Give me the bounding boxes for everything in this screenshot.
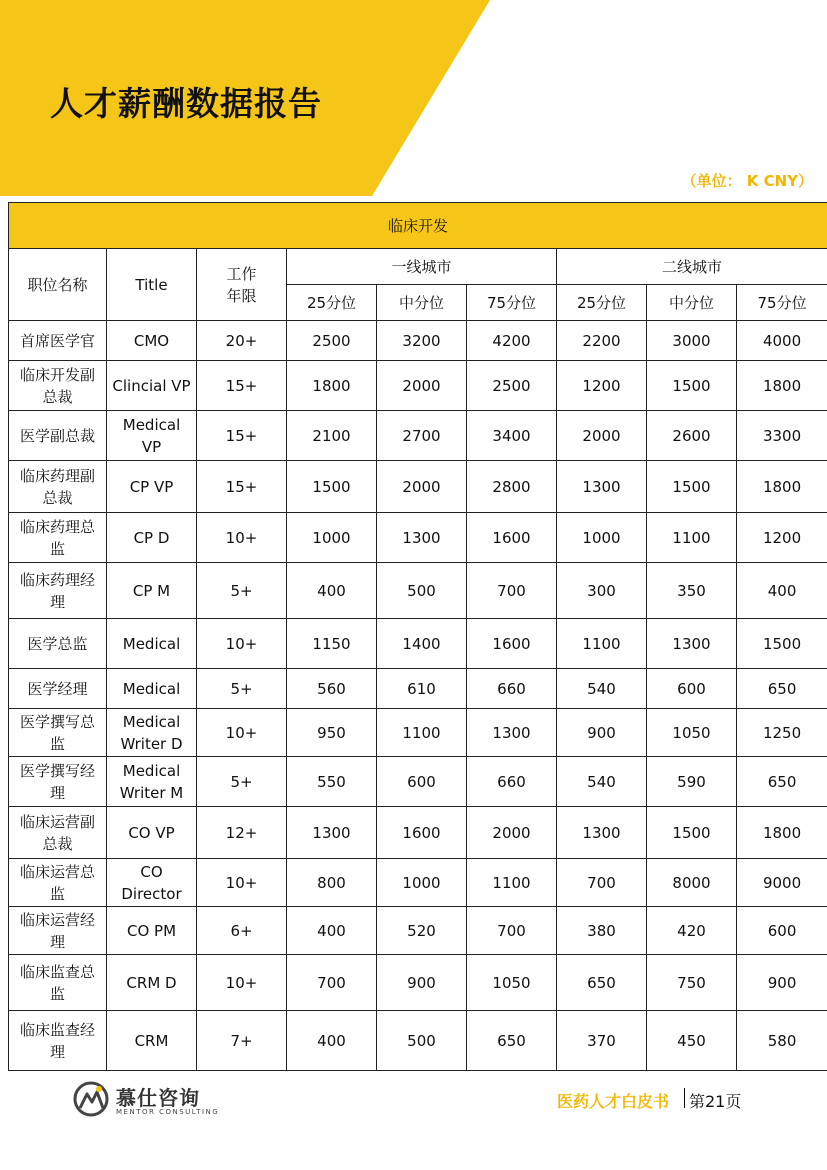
cell-years: 20+ [197, 321, 287, 361]
table-row [9, 411, 827, 461]
cell-tier1-p75: 700 [467, 563, 557, 619]
logo-chinese-name: 慕仕咨询 [116, 1086, 200, 1110]
cell-tier1-p50: 2000 [377, 361, 467, 411]
cell-tier2-p50: 1500 [647, 807, 737, 859]
table-body [9, 321, 827, 1071]
cell-tier2-p75: 1250 [737, 709, 827, 757]
cell-tier1-p75: 2000 [467, 807, 557, 859]
cell-position: 医学副总裁 [9, 411, 107, 461]
col-header-tier2: 二线城市 [557, 249, 827, 285]
cell-tier2-p75: 900 [737, 955, 827, 1011]
cell-tier1-p50: 1400 [377, 619, 467, 669]
col-header-tier1: 一线城市 [287, 249, 557, 285]
cell-tier1-p25: 2500 [287, 321, 377, 361]
cell-tier1-p50: 900 [377, 955, 467, 1011]
cell-tier2-p75: 580 [737, 1011, 827, 1071]
cell-tier2-p25: 540 [557, 669, 647, 709]
logo-english-name: MENTOR CONSULTING [116, 1108, 220, 1116]
cell-tier2-p25: 300 [557, 563, 647, 619]
cell-tier1-p25: 1300 [287, 807, 377, 859]
cell-tier1-p25: 560 [287, 669, 377, 709]
cell-tier2-p75: 600 [737, 907, 827, 955]
cell-tier1-p75: 1100 [467, 859, 557, 907]
cell-tier2-p50: 450 [647, 1011, 737, 1071]
cell-years: 7+ [197, 1011, 287, 1071]
cell-tier1-p75: 660 [467, 757, 557, 807]
cell-tier1-p75: 700 [467, 907, 557, 955]
table-row [9, 709, 827, 757]
cell-tier1-p75: 2800 [467, 461, 557, 513]
section-title: 临床开发 [9, 203, 827, 249]
cell-tier1-p50: 500 [377, 1011, 467, 1071]
cell-tier2-p50: 590 [647, 757, 737, 807]
cell-tier2-p50: 600 [647, 669, 737, 709]
cell-tier2-p25: 900 [557, 709, 647, 757]
cell-years: 15+ [197, 461, 287, 513]
cell-years: 10+ [197, 619, 287, 669]
salary-table [8, 202, 827, 1071]
cell-position: 临床药理副总裁 [9, 461, 107, 513]
cell-tier1-p50: 1600 [377, 807, 467, 859]
cell-tier2-p75: 9000 [737, 859, 827, 907]
cell-title: Clincial VP [107, 361, 197, 411]
col-header-tier1-p50: 中分位 [377, 285, 467, 321]
cell-position: 临床运营经理 [9, 907, 107, 955]
cell-tier2-p75: 3300 [737, 411, 827, 461]
cell-tier1-p50: 500 [377, 563, 467, 619]
cell-tier2-p25: 1100 [557, 619, 647, 669]
footer-separator [684, 1088, 685, 1108]
cell-tier2-p50: 1100 [647, 513, 737, 563]
col-header-tier2-p75: 75分位 [737, 285, 827, 321]
cell-tier1-p25: 1800 [287, 361, 377, 411]
col-header-tier2-p50: 中分位 [647, 285, 737, 321]
cell-tier1-p50: 520 [377, 907, 467, 955]
cell-tier1-p25: 400 [287, 1011, 377, 1071]
table-row [9, 321, 827, 361]
page-title: 人才薪酬数据报告 [50, 84, 322, 123]
cell-tier2-p75: 1200 [737, 513, 827, 563]
cell-tier2-p50: 1500 [647, 361, 737, 411]
cell-tier2-p50: 3000 [647, 321, 737, 361]
table-row [9, 619, 827, 669]
table-row [9, 361, 827, 411]
cell-tier1-p50: 2700 [377, 411, 467, 461]
cell-tier1-p75: 1600 [467, 619, 557, 669]
col-header-tier2-p25: 25分位 [557, 285, 647, 321]
cell-tier2-p50: 2600 [647, 411, 737, 461]
table-row [9, 955, 827, 1011]
cell-years: 12+ [197, 807, 287, 859]
cell-tier2-p75: 650 [737, 669, 827, 709]
table-row [9, 1011, 827, 1071]
cell-tier2-p50: 1500 [647, 461, 737, 513]
cell-years: 15+ [197, 411, 287, 461]
cell-tier2-p50: 750 [647, 955, 737, 1011]
cell-years: 10+ [197, 709, 287, 757]
cell-tier2-p25: 1300 [557, 807, 647, 859]
mentor-logo-icon [72, 1080, 110, 1118]
cell-tier1-p75: 1300 [467, 709, 557, 757]
table-row [9, 513, 827, 563]
cell-position: 临床药理总监 [9, 513, 107, 563]
cell-title: Medical [107, 619, 197, 669]
col-header-tier1-p25: 25分位 [287, 285, 377, 321]
cell-tier2-p25: 2200 [557, 321, 647, 361]
cell-position: 首席医学官 [9, 321, 107, 361]
cell-tier1-p50: 1000 [377, 859, 467, 907]
table-row [9, 807, 827, 859]
cell-tier1-p25: 800 [287, 859, 377, 907]
cell-tier1-p75: 1600 [467, 513, 557, 563]
company-logo [72, 1080, 232, 1120]
cell-position: 医学撰写经理 [9, 757, 107, 807]
cell-years: 5+ [197, 669, 287, 709]
cell-tier1-p50: 600 [377, 757, 467, 807]
cell-tier1-p25: 700 [287, 955, 377, 1011]
footer-book-title: 医药人才白皮书 [557, 1092, 670, 1111]
cell-tier1-p75: 3400 [467, 411, 557, 461]
cell-title: Medical Writer D [107, 709, 197, 757]
table-row [9, 859, 827, 907]
cell-tier1-p50: 1300 [377, 513, 467, 563]
cell-tier2-p75: 1800 [737, 361, 827, 411]
cell-tier2-p75: 650 [737, 757, 827, 807]
cell-tier1-p75: 2500 [467, 361, 557, 411]
cell-tier2-p25: 1300 [557, 461, 647, 513]
cell-tier2-p50: 420 [647, 907, 737, 955]
cell-tier2-p75: 4000 [737, 321, 827, 361]
cell-tier1-p75: 1050 [467, 955, 557, 1011]
cell-position: 临床运营总监 [9, 859, 107, 907]
cell-tier2-p50: 8000 [647, 859, 737, 907]
cell-tier2-p75: 400 [737, 563, 827, 619]
cell-title: CP VP [107, 461, 197, 513]
cell-title: CP M [107, 563, 197, 619]
cell-years: 10+ [197, 859, 287, 907]
table-row [9, 563, 827, 619]
cell-title: Medical VP [107, 411, 197, 461]
cell-tier2-p25: 1000 [557, 513, 647, 563]
cell-tier2-p75: 1800 [737, 807, 827, 859]
col-header-title: Title [107, 249, 197, 321]
cell-tier1-p25: 1000 [287, 513, 377, 563]
cell-position: 医学总监 [9, 619, 107, 669]
cell-tier2-p25: 650 [557, 955, 647, 1011]
cell-title: CMO [107, 321, 197, 361]
cell-tier1-p25: 550 [287, 757, 377, 807]
cell-years: 15+ [197, 361, 287, 411]
cell-tier1-p25: 1150 [287, 619, 377, 669]
cell-years: 10+ [197, 955, 287, 1011]
cell-tier1-p50: 3200 [377, 321, 467, 361]
cell-tier2-p50: 1300 [647, 619, 737, 669]
cell-title: Medical Writer M [107, 757, 197, 807]
cell-years: 10+ [197, 513, 287, 563]
cell-tier2-p50: 1050 [647, 709, 737, 757]
cell-years: 6+ [197, 907, 287, 955]
cell-tier1-p50: 610 [377, 669, 467, 709]
cell-tier1-p25: 950 [287, 709, 377, 757]
cell-tier1-p50: 1100 [377, 709, 467, 757]
cell-tier2-p50: 350 [647, 563, 737, 619]
col-header-years: 工作 年限 [197, 249, 287, 321]
cell-tier1-p50: 2000 [377, 461, 467, 513]
cell-position: 医学经理 [9, 669, 107, 709]
cell-title: CRM [107, 1011, 197, 1071]
cell-position: 临床药理经理 [9, 563, 107, 619]
cell-position: 临床监查总监 [9, 955, 107, 1011]
cell-position: 医学撰写总监 [9, 709, 107, 757]
unit-label: （单位： K CNY） [681, 172, 813, 190]
cell-tier2-p25: 540 [557, 757, 647, 807]
cell-years: 5+ [197, 757, 287, 807]
cell-tier2-p25: 2000 [557, 411, 647, 461]
cell-title: CO PM [107, 907, 197, 955]
cell-tier2-p25: 380 [557, 907, 647, 955]
page-number: 第21页 [689, 1092, 742, 1111]
cell-tier1-p75: 660 [467, 669, 557, 709]
col-header-position: 职位名称 [9, 249, 107, 321]
cell-tier1-p75: 4200 [467, 321, 557, 361]
cell-tier1-p25: 1500 [287, 461, 377, 513]
cell-title: CO VP [107, 807, 197, 859]
cell-position: 临床开发副总裁 [9, 361, 107, 411]
cell-tier1-p25: 400 [287, 907, 377, 955]
cell-title: CP D [107, 513, 197, 563]
cell-tier1-p25: 2100 [287, 411, 377, 461]
cell-tier2-p75: 1500 [737, 619, 827, 669]
cell-tier1-p75: 650 [467, 1011, 557, 1071]
cell-title: CO Director [107, 859, 197, 907]
cell-years: 5+ [197, 563, 287, 619]
col-header-tier1-p75: 75分位 [467, 285, 557, 321]
table-row [9, 669, 827, 709]
cell-title: CRM D [107, 955, 197, 1011]
cell-tier2-p75: 1800 [737, 461, 827, 513]
table-row [9, 757, 827, 807]
cell-tier1-p25: 400 [287, 563, 377, 619]
cell-tier2-p25: 1200 [557, 361, 647, 411]
cell-tier2-p25: 700 [557, 859, 647, 907]
cell-position: 临床运营副总裁 [9, 807, 107, 859]
cell-position: 临床监查经理 [9, 1011, 107, 1071]
table-row [9, 907, 827, 955]
cell-title: Medical [107, 669, 197, 709]
cell-tier2-p25: 370 [557, 1011, 647, 1071]
table-row [9, 461, 827, 513]
